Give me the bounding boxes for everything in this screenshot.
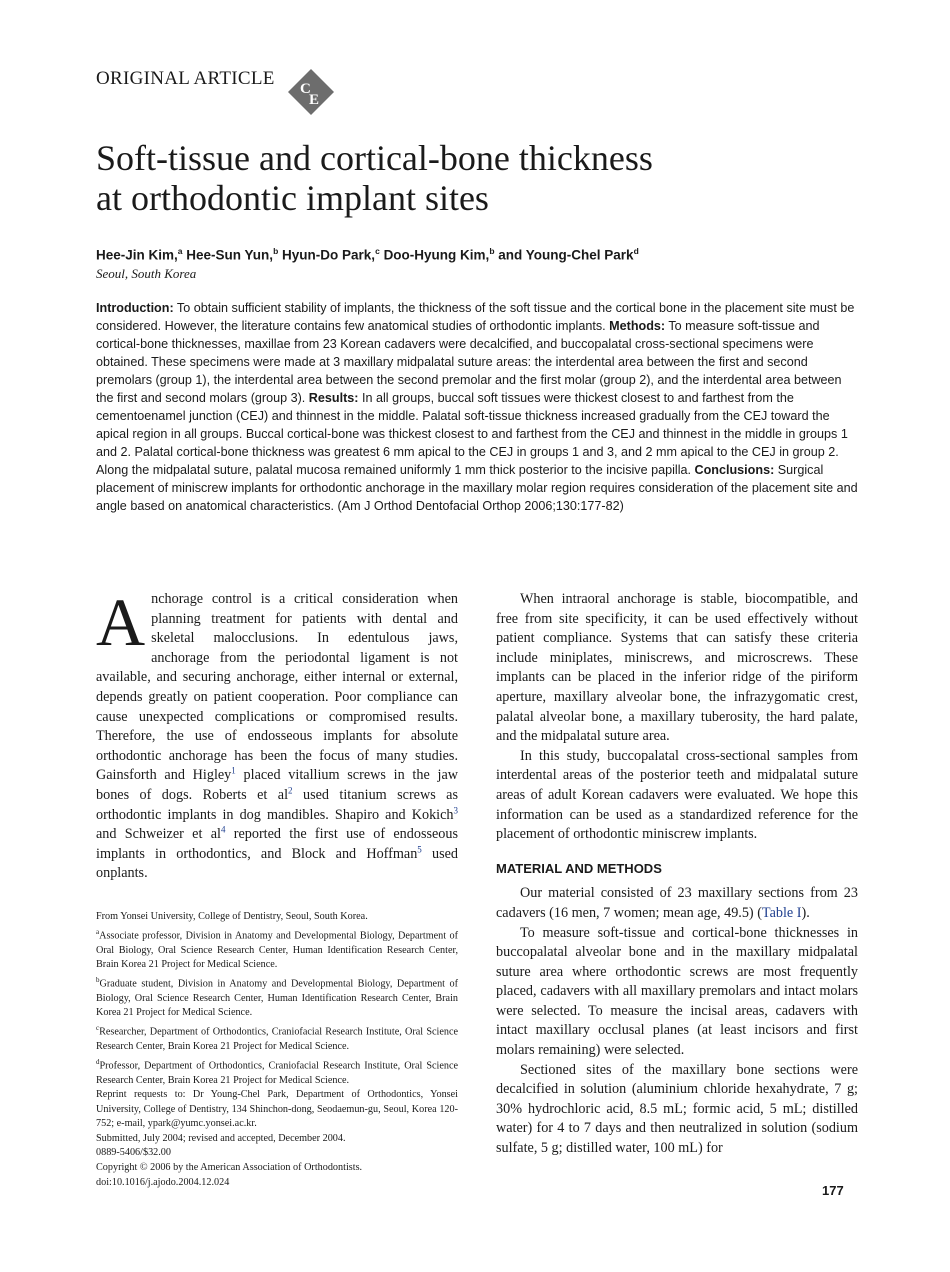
abstract-methods-heading: Methods: (609, 319, 666, 333)
abstract-introduction-heading: Introduction: (96, 301, 174, 315)
author-affiliation-mark: b (489, 246, 495, 256)
abstract-conclusions-heading: Conclusions: (694, 463, 775, 477)
reference-link[interactable]: 3 (453, 804, 458, 815)
author-affiliation-mark: d (633, 246, 639, 256)
ce-badge-letter-e: E (309, 92, 320, 108)
footnote-affiliation-a: $^a$Associate professor, Division in Anatomy and Developmental Biology, Department of Oral Biology, Oral Science Research Center, Human Identification Research Center, Brain Korea 21 Project for Medical Science. (96, 927, 458, 971)
author-affiliation-mark: c (375, 246, 380, 256)
ce-badge-letter-c: C (300, 81, 311, 97)
footnote-affiliation-d: $^d$Professor, Department of Orthodontics, Craniofacial Research Institute, Oral Science Research Center, Brain Korea 21 Project for Medical Science. (96, 1057, 458, 1086)
author-name: and Young-Chel Park (498, 247, 634, 263)
footnote-reprint-requests: Reprint requests to: Dr Young-Chel Park, Department of Orthodontics, Yonsei University, College of Dentistry, 134 Shinchon-dong, Seodaemun-gu, Seoul, Korea 120-752; e-mail, ypark@yumc.yonsei.ac.kr. (96, 1089, 458, 1130)
author-name: Hyun-Do Park, (282, 247, 376, 263)
reference-link[interactable]: 5 (417, 843, 422, 854)
section-label: ORIGINAL ARTICLE (96, 68, 275, 89)
title-line-1: Soft-tissue and cortical-bone thickness (96, 138, 653, 178)
abstract-introduction: To obtain sufficient stability of implants, the thickness of the soft tissue and the cortical bone in the placement site must be considered. However, the literature contains few anatomical studies of orthodontic implants. (96, 301, 855, 333)
author-affiliation-mark: a (177, 246, 183, 256)
author-name: Hee-Jin Kim, (96, 247, 178, 263)
body-paragraph: Sectioned sites of the maxillary bone sections were decalcified in solution (aluminium chloride hexahydrate, 7 g; 30% hydrochloric acid, 8.5 mL; formic acid, 5 mL; distilled water) for 4 to 7 days and then neutralized in solution (sodium sulfate, 5 g; distilled water, 100 mL) for (496, 1061, 858, 1157)
article-title (96, 138, 856, 218)
footnote-issn: 0889-5406/$32.00 (96, 1147, 171, 1159)
footnote-copyright: Copyright © 2006 by the American Association of Orthodontists. (96, 1162, 363, 1174)
author-name: Hee-Sun Yun, (186, 247, 274, 263)
left-column (96, 584, 459, 884)
drop-cap: A (96, 584, 146, 660)
table-i-link[interactable]: Table I (761, 904, 802, 921)
footnotes (96, 910, 458, 1190)
section-heading-material-methods: MATERIAL AND METHODS (496, 860, 662, 876)
intro-paragraph: Anchorage control is a critical consideration when planning treatment for patients with dental and skeletal malocclusions. In edentulous jaws, anchorage from the periodontal ligament is not available, and securing anchorage, either internal or external, depends greatly on patient cooperation. Poor compliance can cause unexpected complications or compromised results. Therefore, the use of endosseous implants for absolute orthodontic anchorage has been the focus of many studies. Gainsforth and Higley$^1$ placed vitallium screws in the jaw bones of dogs. Roberts et $al^2$ used titanium screws as orthodontic implants in dog mandibles. Shapiro and Kokich$^3$ and Schweizer et $al^4$ reported the first use of endosseous implants in orthodontics, and Block and Hoffman$^5$ used onplants. (96, 584, 459, 882)
footnote-doi: doi:10.1016/j.ajodo.2004.12.024 (96, 1176, 230, 1188)
abstract (96, 299, 858, 515)
author-name: Doo-Hyung Kim, (383, 247, 490, 263)
author-affiliation-mark: b (273, 246, 279, 256)
body-paragraph: Our material consisted of 23 maxillary sections from 23 cadavers (16 men, 7 women; mean age, 49.5) (Table I). (496, 885, 858, 921)
reference-link[interactable]: 4 (220, 824, 226, 835)
abstract-methods: To measure soft-tissue and cortical-bone thicknesses, maxillae from 23 Korean cadavers were decalcified, and buccopalatal cross-sectional specimens were obtained. These specimens were made at 3 maxillary midpalatal suture areas: the interdental area between the first and second premolars (group 1), the interdental area between the second premolar and the first molar (group 2), and the interdental area between the first and second molars (group 3). (96, 319, 842, 405)
footnote-institution: From Yonsei University, College of Dentistry, Seoul, South Korea. (96, 911, 368, 922)
ce-badge-icon (287, 68, 335, 116)
right-column (496, 590, 858, 1159)
body-paragraph: When intraoral anchorage is stable, biocompatible, and free from site specificity, it can be used effectively without patient compliance. Systems that can satisfy these criteria include miniplates, miniscrews, and microscrews. These implants can be placed in the inferior ridge of the piriform aperture, maxillary alveolar bone, the infrazygomatic crest, palatal alveolar bone, a maxillary tuberosity, the hard palate, and the midpalatal suture area. (496, 591, 858, 745)
abstract-conclusions: Surgical placement of miniscrew implants for orthodontic anchorage in the maxillary molar region requires consideration of the placement site and angle based on anatomical characteristics. (Am J Orthod Dentofacial Orthop 2006;130:177-82) (96, 463, 858, 513)
page-number: 177 (822, 1183, 844, 1198)
footnote-affiliation-c: $^c$Researcher, Department of Orthodontics, Craniofacial Research Institute, Oral Science Research Center, Brain Korea 21 Project for Medical Science. (96, 1023, 458, 1052)
title-line-2: at orthodontic implant sites (96, 178, 489, 218)
abstract-results-heading: Results: (308, 391, 359, 405)
footnote-submission-dates: Submitted, July 2004; revised and accepted, December 2004. (96, 1132, 346, 1144)
footnote-affiliation-b: $^b$Graduate student, Division in Anatomy and Developmental Biology, Department of Biology, Oral Science Research Center, Human Identification Research Center, Brain Korea 21 Project for Medical Science. (96, 975, 458, 1019)
author-list (96, 246, 639, 263)
reference-link[interactable]: 2 (288, 785, 293, 796)
body-paragraph: To measure soft-tissue and cortical-bone thicknesses in buccopalatal alveolar bone and in the maxillary midpalatal suture area where orthodontic screws are most frequently placed, cadavers with all maxillary premolars and intact molars were selected. To measure the incisal areas, cadavers with intact maxillary occlusal planes (at least incisors and first molars remaining) were selected. (496, 924, 858, 1059)
abstract-results: In all groups, buccal soft tissues were thickest closest to and farthest from the cementoenamel junction (CEJ) and thinnest in the middle. Palatal soft-tissue thickness increased gradually from the CEJ toward the apical region in all groups. Buccal cortical-bone was thickest closest to and farthest from the CEJ and thinnest in the middle in groups 1 and 2. Palatal cortical-bone thickness was greatest 6 mm apical to the CEJ in groups 1 and 3, and 2 mm apical to the CEJ in group 2. Along the midpalatal suture, palatal mucosa remained uniformly 1 mm thick posterior to the incisive papilla. (96, 391, 848, 477)
reference-link[interactable]: 1 (231, 765, 236, 776)
body-paragraph: In this study, buccopalatal cross-sectional samples from interdental areas of the posterior teeth and midpalatal suture areas of adult Korean cadavers were evaluated. We hope this information can be used as a standardized reference for the placement of orthodontic miniscrew implants. (496, 747, 858, 843)
author-location: Seoul, South Korea (96, 266, 197, 281)
